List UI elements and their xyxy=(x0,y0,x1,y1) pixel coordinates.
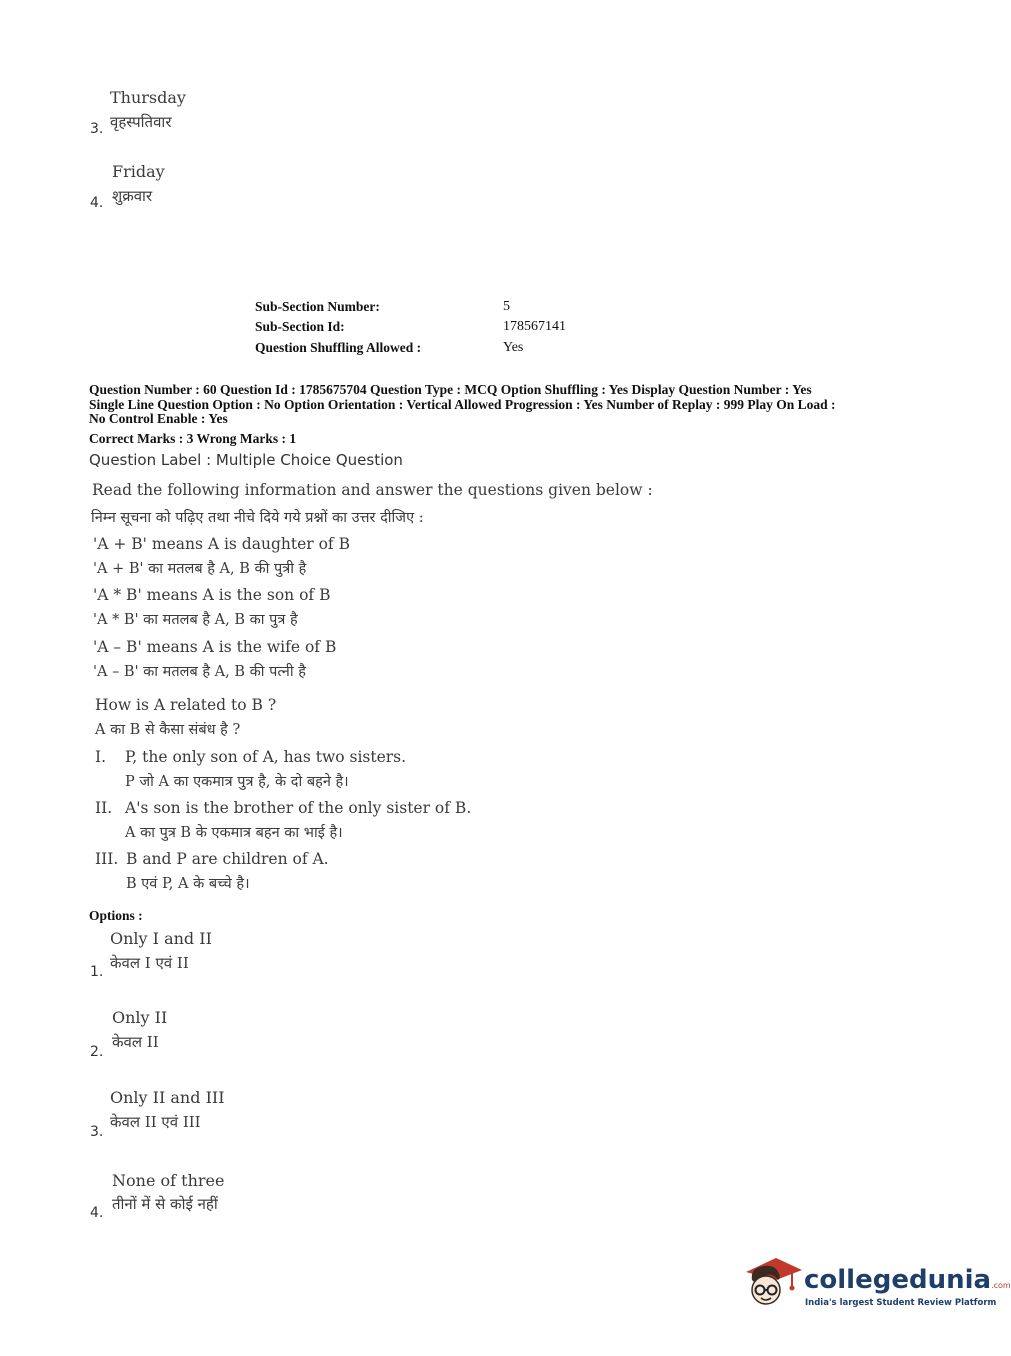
rule-1-en: 'A + B' means A is daughter of B xyxy=(93,535,350,553)
statement-3-number: III. xyxy=(95,850,119,868)
question-meta-line3: No Control Enable : Yes xyxy=(89,411,228,426)
option-4-en: None of three xyxy=(112,1171,225,1190)
option-4-number: 4. xyxy=(90,1205,104,1221)
option-3-en: Only II and III xyxy=(110,1088,225,1107)
rule-2-en: 'A * B' means A is the son of B xyxy=(93,586,331,604)
question-intro-hi: निम्न सूचना को पढ़िए तथा नीचे दिये गये प्रश्नों का उत्तर दीजिए : xyxy=(91,510,424,526)
collegedunia-domain-suffix: .com xyxy=(991,1281,1011,1290)
prev-option-3-hi: वृहस्पतिवार xyxy=(110,113,172,131)
statement-2-hi: A का पुत्र B के एकमात्र बहन का भाई है। xyxy=(125,825,343,841)
question-meta-line2: Single Line Question Option : No Option Orientation : Vertical Allowed Progression : Yes Number of Replay : 999 Play On Load : xyxy=(89,397,836,412)
prev-option-4-number: 4. xyxy=(90,195,104,211)
option-4-hi: तीनों में से कोई नहीं xyxy=(112,1195,218,1213)
statement-3-en: B and P are children of A. xyxy=(126,850,329,868)
option-1-en: Only I and II xyxy=(110,929,212,948)
rule-1-hi: 'A + B' का मतलब है A, B की पुत्री है xyxy=(93,561,307,577)
statement-2-en: A's son is the brother of the only sister of B. xyxy=(125,799,472,817)
collegedunia-wordmark: collegedunia.com xyxy=(804,1265,1011,1295)
option-2-en: Only II xyxy=(112,1008,168,1027)
question-ask-en: How is A related to B ? xyxy=(95,696,277,714)
question-intro-en: Read the following information and answer the questions given below : xyxy=(92,481,653,499)
option-2-number: 2. xyxy=(90,1044,104,1060)
statement-3-hi: B एवं P, A के बच्चे है। xyxy=(126,876,250,892)
subsection-id-value: 178567141 xyxy=(503,319,566,334)
prev-option-3-en: Thursday xyxy=(110,88,186,107)
prev-option-4-en: Friday xyxy=(112,162,165,181)
options-heading: Options : xyxy=(89,908,143,923)
statement-1-en: P, the only son of A, has two sisters. xyxy=(125,748,407,766)
statement-1-number: I. xyxy=(95,748,107,766)
subsection-id-label: Sub-Section Id: xyxy=(255,319,345,334)
subsection-shuffle-value: Yes xyxy=(503,340,524,355)
collegedunia-mascot-icon xyxy=(742,1250,804,1312)
prev-option-3-number: 3. xyxy=(90,121,104,137)
statement-1-hi: P जो A का एकमात्र पुत्र है, के दो बहने है। xyxy=(125,774,349,790)
question-meta-line1: Question Number : 60 Question Id : 1785675704 Question Type : MCQ Option Shuffling : Yes Display Question Number : Yes xyxy=(89,382,812,397)
option-1-number: 1. xyxy=(90,964,104,980)
collegedunia-tagline: India's largest Student Review Platform xyxy=(805,1298,997,1308)
rule-2-hi: 'A * B' का मतलब है A, B का पुत्र है xyxy=(93,612,298,628)
question-marks: Correct Marks : 3 Wrong Marks : 1 xyxy=(89,431,297,446)
statement-2-number: II. xyxy=(95,799,113,817)
option-3-number: 3. xyxy=(90,1124,104,1140)
subsection-number-value: 5 xyxy=(503,299,510,314)
subsection-number-label: Sub-Section Number: xyxy=(255,299,380,314)
rule-3-hi: 'A – B' का मतलब है A, B की पत्नी है xyxy=(93,664,306,680)
option-2-hi: केवल II xyxy=(112,1033,159,1051)
question-label: Question Label : Multiple Choice Question xyxy=(89,451,403,469)
option-1-hi: केवल I एवं II xyxy=(110,954,189,972)
rule-3-en: 'A – B' means A is the wife of B xyxy=(93,638,337,656)
option-3-hi: केवल II एवं III xyxy=(110,1113,201,1131)
question-ask-hi: A का B से कैसा संबंध है ? xyxy=(95,722,241,738)
subsection-shuffle-label: Question Shuffling Allowed : xyxy=(255,340,422,355)
prev-option-4-hi: शुक्रवार xyxy=(112,187,153,205)
